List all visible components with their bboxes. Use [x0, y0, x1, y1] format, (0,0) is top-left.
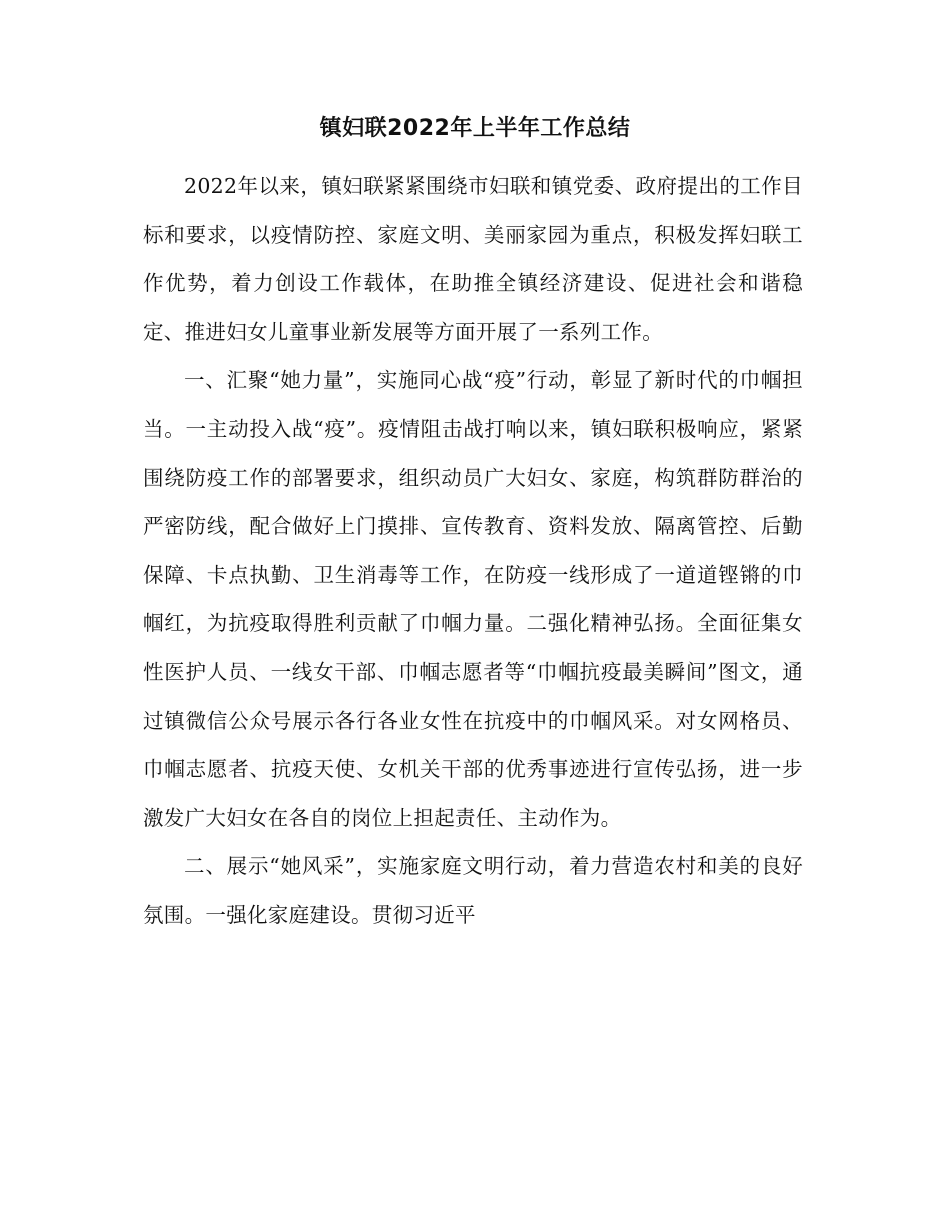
document-title: 镇妇联2022年上半年工作总结: [319, 116, 631, 141]
paragraph-section-two: 二、展示“她风采”，实施家庭文明行动，着力营造农村和美的良好氛围。一强化家庭建设。贯彻习近平: [143, 854, 803, 927]
paragraph-intro: 2022年以来，镇妇联紧紧围绕市妇联和镇党委、政府提出的工作目标和要求，以疫情防控、家庭文明、美丽家园为重点，积极发挥妇联工作优势，着力创设工作载体，在助推全镇经济建设、促进社会和谐稳定、推进妇女儿童事业新发展等方面开展了一系列工作。: [143, 174, 803, 344]
paragraph-section-one: 一、汇聚“她力量”，实施同心战“疫”行动，彰显了新时代的巾帼担当。一主动投入战“疫”。疫情阻击战打响以来，镇妇联积极响应，紧紧围绕防疫工作的部署要求，组织动员广大妇女、家庭，构筑群防群治的严密防线，配合做好上门摸排、宣传教育、资料发放、隔离管控、后勤保障、卡点执勤、卫生消毒等工作，在防疫一线形成了一道道铿锵的巾帼红，为抗疫取得胜利贡献了巾帼力量。二强化精神弘扬。全面征集女性医护人员、一线女干部、巾帼志愿者等“巾帼抗疫最美瞬间”图文，通过镇微信公众号展示各行各业女性在抗疫中的巾帼风采。对女网格员、巾帼志愿者、抗疫天使、女机关干部的优秀事迹进行宣传弘扬，进一步激发广大妇女在各自的岗位上担起责任、主动作为。: [143, 368, 803, 830]
document-body: [143, 162, 803, 940]
